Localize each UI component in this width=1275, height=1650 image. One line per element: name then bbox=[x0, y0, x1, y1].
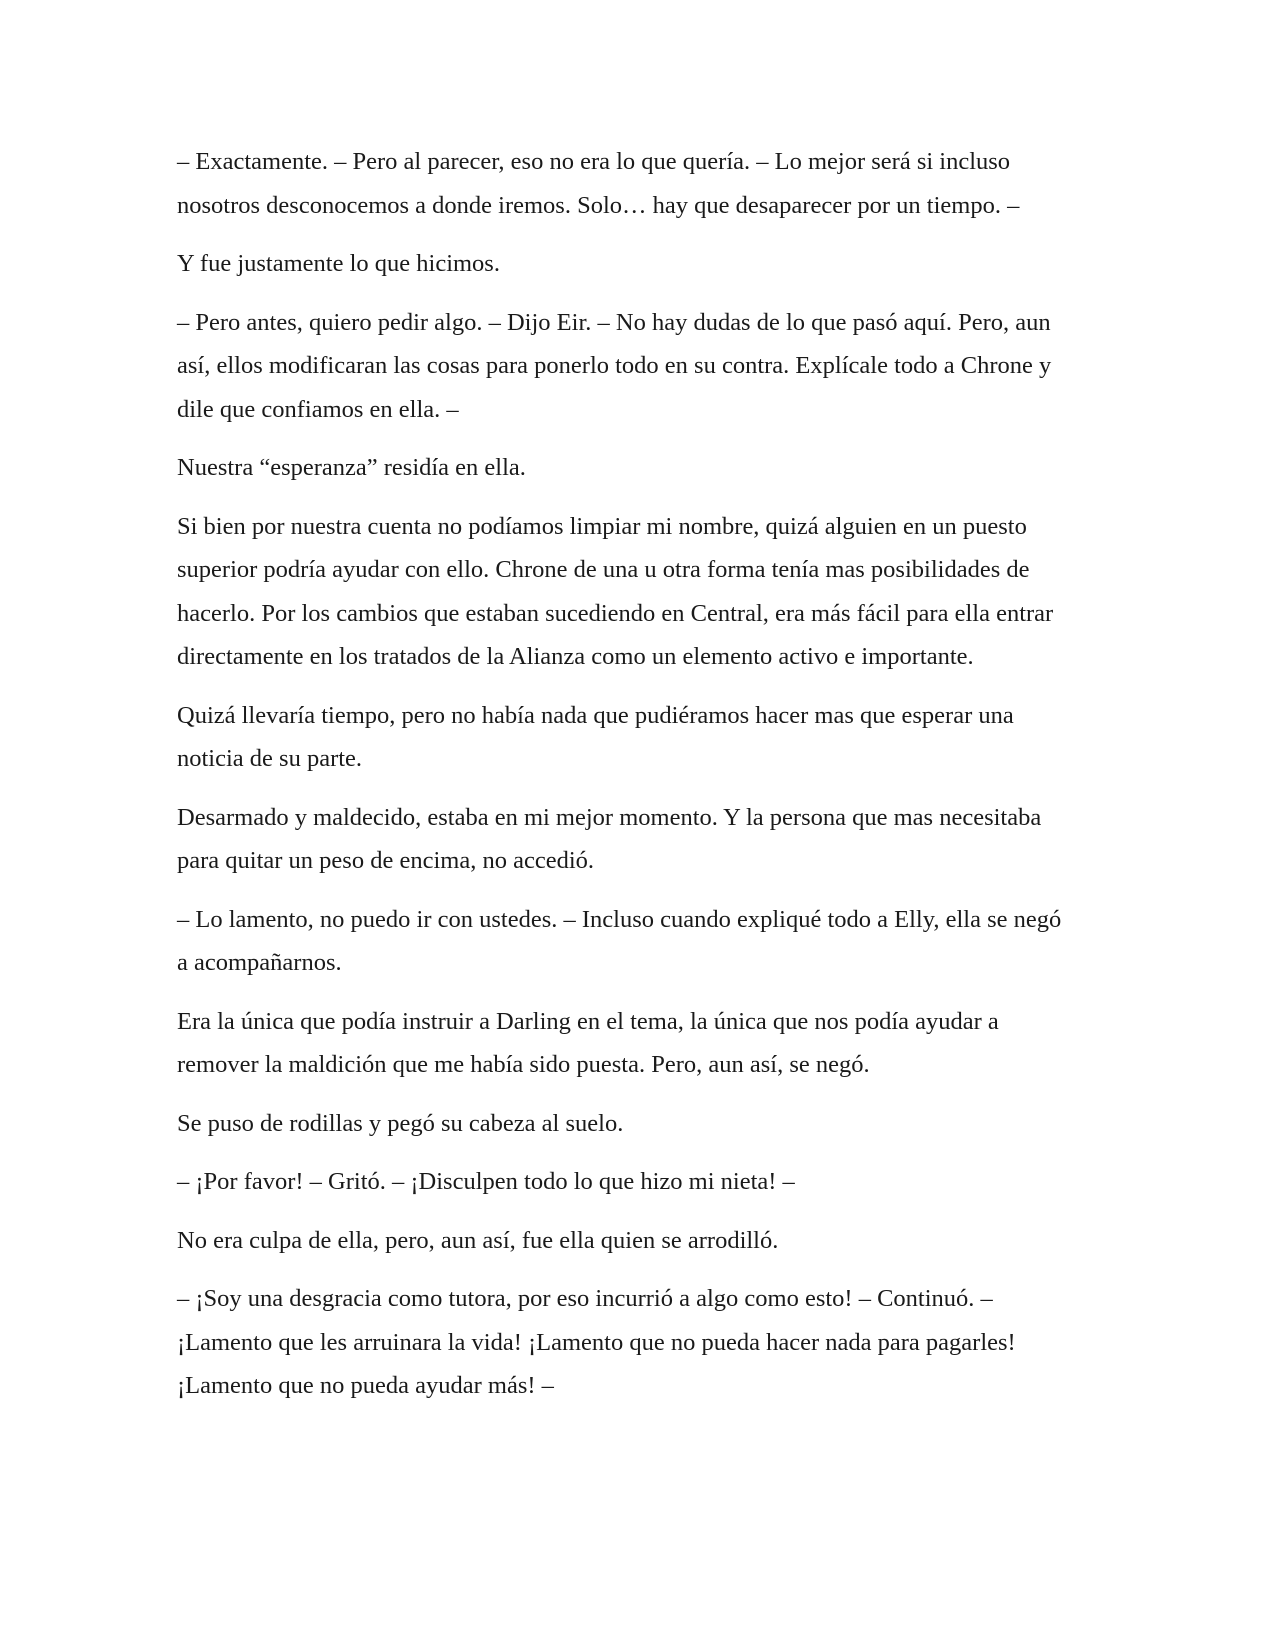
paragraph: Quizá llevaría tiempo, pero no había nada que pudiéramos hacer mas que esperar una noticia de su parte. bbox=[177, 701, 1014, 772]
paragraph: Era la única que podía instruir a Darling en el tema, la única que nos podía ayudar a remover la maldición que me había sido puesta. Pero, aun así, se negó. bbox=[177, 1007, 999, 1078]
body-text bbox=[177, 140, 1097, 1423]
paragraph: Desarmado y maldecido, estaba en mi mejor momento. Y la persona que mas necesitaba para quitar un peso de encima, no accedió. bbox=[177, 803, 1042, 874]
paragraph: – Lo lamento, no puedo ir con ustedes. – Incluso cuando expliqué todo a Elly, ella se negó a acompañarnos. bbox=[177, 905, 1062, 976]
paragraph: – Exactamente. – Pero al parecer, eso no era lo que quería. – Lo mejor será si incluso nosotros desconocemos a donde iremos. Solo… hay que desaparecer por un tiempo. – bbox=[177, 148, 1020, 219]
paragraph: Si bien por nuestra cuenta no podíamos limpiar mi nombre, quizá alguien en un puesto superior podría ayudar con ello. Chrone de una u otra forma tenía mas posibilidades de hacerlo. Por los cambios que estaban sucediendo en Central, era más fácil para ella entrar directamente en los tratados de la Alianza como un elemento activo e importante. bbox=[177, 512, 1054, 670]
paragraph: – ¡Por favor! – Gritó. – ¡Disculpen todo lo que hizo mi nieta! – bbox=[177, 1168, 795, 1195]
paragraph: Y fue justamente lo que hicimos. bbox=[177, 250, 500, 277]
paragraph: Nuestra “esperanza” residía en ella. bbox=[177, 454, 526, 481]
paragraph: No era culpa de ella, pero, aun así, fue ella quien se arrodilló. bbox=[177, 1226, 779, 1254]
paragraph: – ¡Soy una desgracia como tutora, por eso incurrió a algo como esto! – Continuó. – ¡Lamento que les arruinara la vida! ¡Lamento que no pueda hacer nada para pagarles! ¡Lamento que no pueda ayudar más! – bbox=[177, 1285, 1016, 1399]
paragraph: – Pero antes, quiero pedir algo. – Dijo Eir. – No hay dudas de lo que pasó aquí. Pero, aun así, ellos modificaran las cosas para ponerlo todo en su contra. Explícale todo a Chrone y dile que confiamos en ella. – bbox=[177, 308, 1052, 423]
paragraph: Se puso de rodillas y pegó su cabeza al suelo. bbox=[177, 1109, 624, 1137]
